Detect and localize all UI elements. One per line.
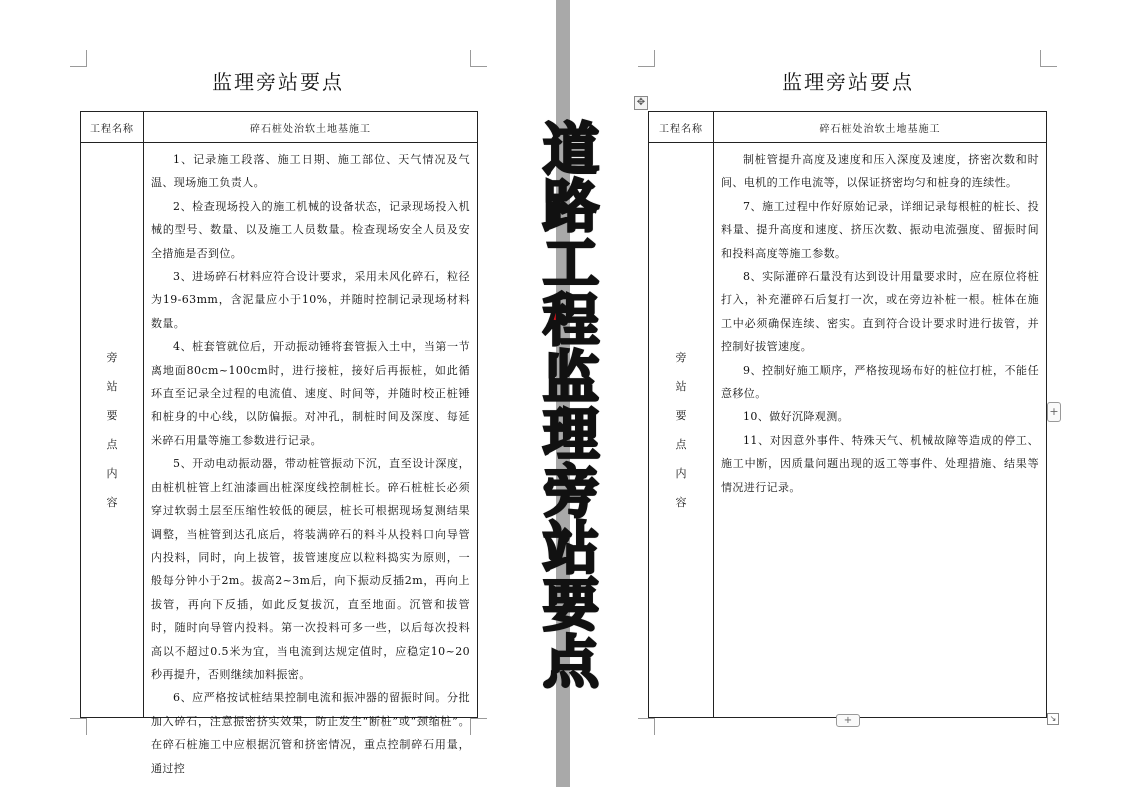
overlay-title-char: 道 — [543, 118, 599, 183]
content-paragraph: 10、做好沉降观测。 — [743, 410, 849, 424]
margin-mark-top-left — [638, 50, 655, 67]
side-label-cell[interactable] — [649, 143, 714, 718]
content-paragraph: 11、对因意外事件、特殊天气、机械故障等造成的停工、施工中断，因质量问题出现的返工等事件、处理措施、结果等情况进行记录。 — [721, 433, 1039, 494]
margin-mark-top-left — [70, 50, 87, 67]
overlay-title — [539, 118, 603, 696]
content-paragraph: 8、实际灌碎石量没有达到设计用量要求时，应在原位将桩打入，补充灌碎石后复打一次，或在旁边补桩一根。桩体在施工中必须确保连续、密实。直到符合设计要求时进行拔管，并控制好拔管速度。 — [721, 270, 1039, 354]
side-label-char: 要 — [675, 409, 687, 422]
table-resize-handle-icon[interactable]: ↘ — [1047, 713, 1059, 725]
content-paragraph: 4、桩套管就位后，开动振动锤将套管振入土中，当第一节离地面80cm~100cm时，进行接桩，接好后再振桩，如此循环直至记录全过程的电流值、速度、时间等，并随时校正桩锤和桩身的中心线，以防偏振。对冲孔，制桩时间及深度、每延米碎石用量等施工参数进行记录。 — [151, 340, 470, 447]
side-label-cell[interactable] — [81, 143, 144, 718]
overlay-title-char: 要 — [543, 574, 599, 639]
side-label-char: 内 — [106, 467, 118, 480]
project-name-value[interactable]: 碎石桩处治软土地基施工 — [144, 112, 478, 143]
overlay-title-char: 旁 — [543, 460, 599, 525]
side-label-char: 点 — [675, 438, 687, 451]
side-label-char: 要 — [106, 409, 118, 422]
add-row-button[interactable]: + — [836, 714, 860, 727]
side-label-char: 站 — [106, 380, 118, 393]
content-paragraph: 3、进场碎石材料应符合设计要求，采用未风化碎石，粒径为19-63mm，含泥量应小于10%，并随时控制记录现场材料数量。 — [151, 270, 470, 330]
add-column-button[interactable]: + — [1047, 402, 1061, 422]
project-name-label[interactable]: 工程名称 — [81, 112, 144, 143]
page-title: 监理旁站要点 — [212, 70, 344, 94]
inspection-table — [80, 111, 478, 775]
side-label-char: 旁 — [106, 351, 118, 364]
content-paragraph: 制桩管提升高度及速度和压入深度及速度，挤密次数和时间、电机的工作电流等，以保证挤密均匀和桩身的连续性。 — [721, 153, 1039, 190]
project-name-label[interactable]: 工程名称 — [649, 112, 714, 143]
content-cell[interactable] — [144, 143, 478, 775]
overlay-title-char: 程 — [543, 289, 599, 354]
overlay-title-char: 路 — [543, 175, 599, 240]
document-page-left — [0, 0, 556, 787]
side-label-char: 内 — [675, 467, 687, 480]
overlay-title-char: 点 — [543, 631, 599, 696]
overlay-title-char: 监 — [543, 346, 599, 411]
side-label-char: 旁 — [675, 351, 687, 364]
margin-mark-bottom-right — [470, 718, 487, 735]
margin-mark-bottom-left — [70, 718, 87, 735]
overlay-title-char: 工 — [543, 232, 599, 297]
side-label-char: 站 — [675, 380, 687, 393]
margin-mark-top-right — [1040, 50, 1057, 67]
content-paragraph: 6、应严格按试桩结果控制电流和振冲器的留振时间。分批加入碎石，注意振密挤实效果，防止发生“断桩”或“颈缩桩”。在碎石桩施工中应根据沉管和挤密情况，重点控制碎石用量，通过控 — [151, 691, 470, 775]
page-title: 监理旁站要点 — [782, 70, 914, 94]
project-name-value[interactable]: 碎石桩处治软土地基施工 — [714, 112, 1047, 143]
content-paragraph: 9、控制好施工顺序，严格按现场布好的桩位打桩，不能任意移位。 — [721, 363, 1039, 401]
content-paragraph: 5、开动电动振动器，带动桩管振动下沉，直至设计深度，由桩机桩管上红油漆画出桩深度线控制桩长。碎石桩桩长必须穿过软弱土层至压缩性较低的硬层，桩长可根据现场复测结果调整，当桩管到达孔底后，将装满碎石的料斗从投料口向导管内投料，同时，向上拔管，拔管速度应以粒料捣实为原则，一般每分钟小于2m。拔高2~3m后，向下振动反插2m，再向上拔管，再向下反插，如此反复拔沉，直至地面。沉管和拔管时，随时向导管内投料。第一次投料可多一些，以后每次投料高以不超过0.5米为宜，当电流到达规定值时，应稳定10~20秒再提升，否则继续加料振密。 — [151, 457, 470, 681]
side-label-char: 容 — [675, 496, 687, 509]
content-cell[interactable] — [714, 143, 1047, 718]
side-label-char: 点 — [106, 438, 118, 451]
content-paragraph: 7、施工过程中作好原始记录，详细记录每根桩的桩长、投料量、提升高度和速度、挤压次数、振动电流强度、留振时间和投料高度等施工参数。 — [721, 199, 1039, 260]
margin-mark-top-right — [470, 50, 487, 67]
margin-mark-bottom-left — [638, 718, 655, 735]
side-label-char: 容 — [106, 496, 118, 509]
overlay-title-char: 理 — [543, 403, 599, 468]
content-paragraph: 2、检查现场投入的施工机械的设备状态，记录现场投入机械的型号、数量、以及施工人员数量。检查现场安全人员及安全措施是否到位。 — [151, 199, 470, 260]
inspection-table — [648, 111, 1047, 718]
document-page-right — [570, 0, 1126, 787]
content-paragraph: 1、记录施工段落、施工日期、施工部位、天气情况及气温、现场施工负责人。 — [151, 153, 470, 190]
overlay-title-char: 站 — [543, 517, 599, 582]
table-move-handle-icon[interactable]: ✥ — [634, 96, 648, 110]
